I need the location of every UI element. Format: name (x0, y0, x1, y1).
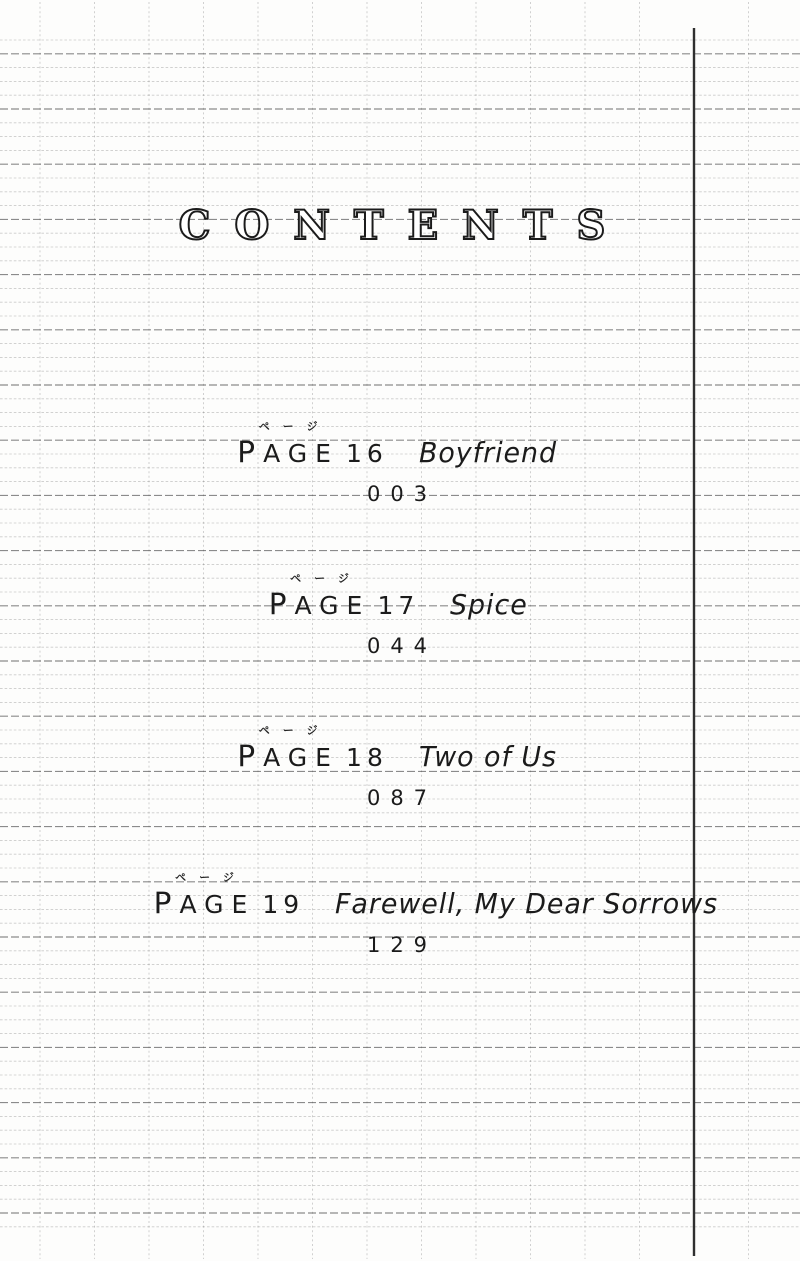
toc-entry-line (0, 572, 800, 621)
page-number: 087 (366, 785, 438, 810)
chapter-title: Boyfriend (418, 436, 557, 469)
page-label (237, 420, 339, 469)
toc-entry (0, 871, 800, 957)
toc-entry (0, 572, 800, 658)
page-number: 044 (366, 633, 438, 658)
furigana-text: ページ (290, 572, 362, 585)
page-word: PAGE (268, 587, 371, 621)
page-label (153, 871, 256, 920)
toc-entry-line (0, 724, 800, 773)
furigana-text: ページ (258, 724, 331, 737)
chapter-number: 17 (377, 591, 420, 620)
page-number: 003 (366, 481, 438, 506)
toc-entry (0, 420, 800, 506)
page-label (268, 572, 371, 621)
chapter-number: 18 (346, 743, 388, 772)
chapter-title: Farewell, My Dear Sorrows (335, 887, 719, 920)
page-label (237, 724, 339, 773)
chapter-number: 19 (262, 890, 305, 919)
chapter-title: Spice (450, 588, 529, 621)
page-word: PAGE (237, 739, 339, 773)
toc-entry (0, 724, 800, 810)
page-word: PAGE (153, 886, 256, 920)
chapter-number: 16 (346, 439, 388, 468)
chapter-title: Two of Us (418, 740, 557, 773)
page-number: 129 (366, 932, 438, 957)
toc-entry-line (0, 420, 800, 469)
furigana-text: ページ (258, 420, 331, 433)
furigana-text: ページ (175, 871, 247, 884)
page-word: PAGE (237, 435, 339, 469)
page-title: CONTENTS (178, 202, 630, 249)
toc-entry-line (44, 871, 800, 920)
